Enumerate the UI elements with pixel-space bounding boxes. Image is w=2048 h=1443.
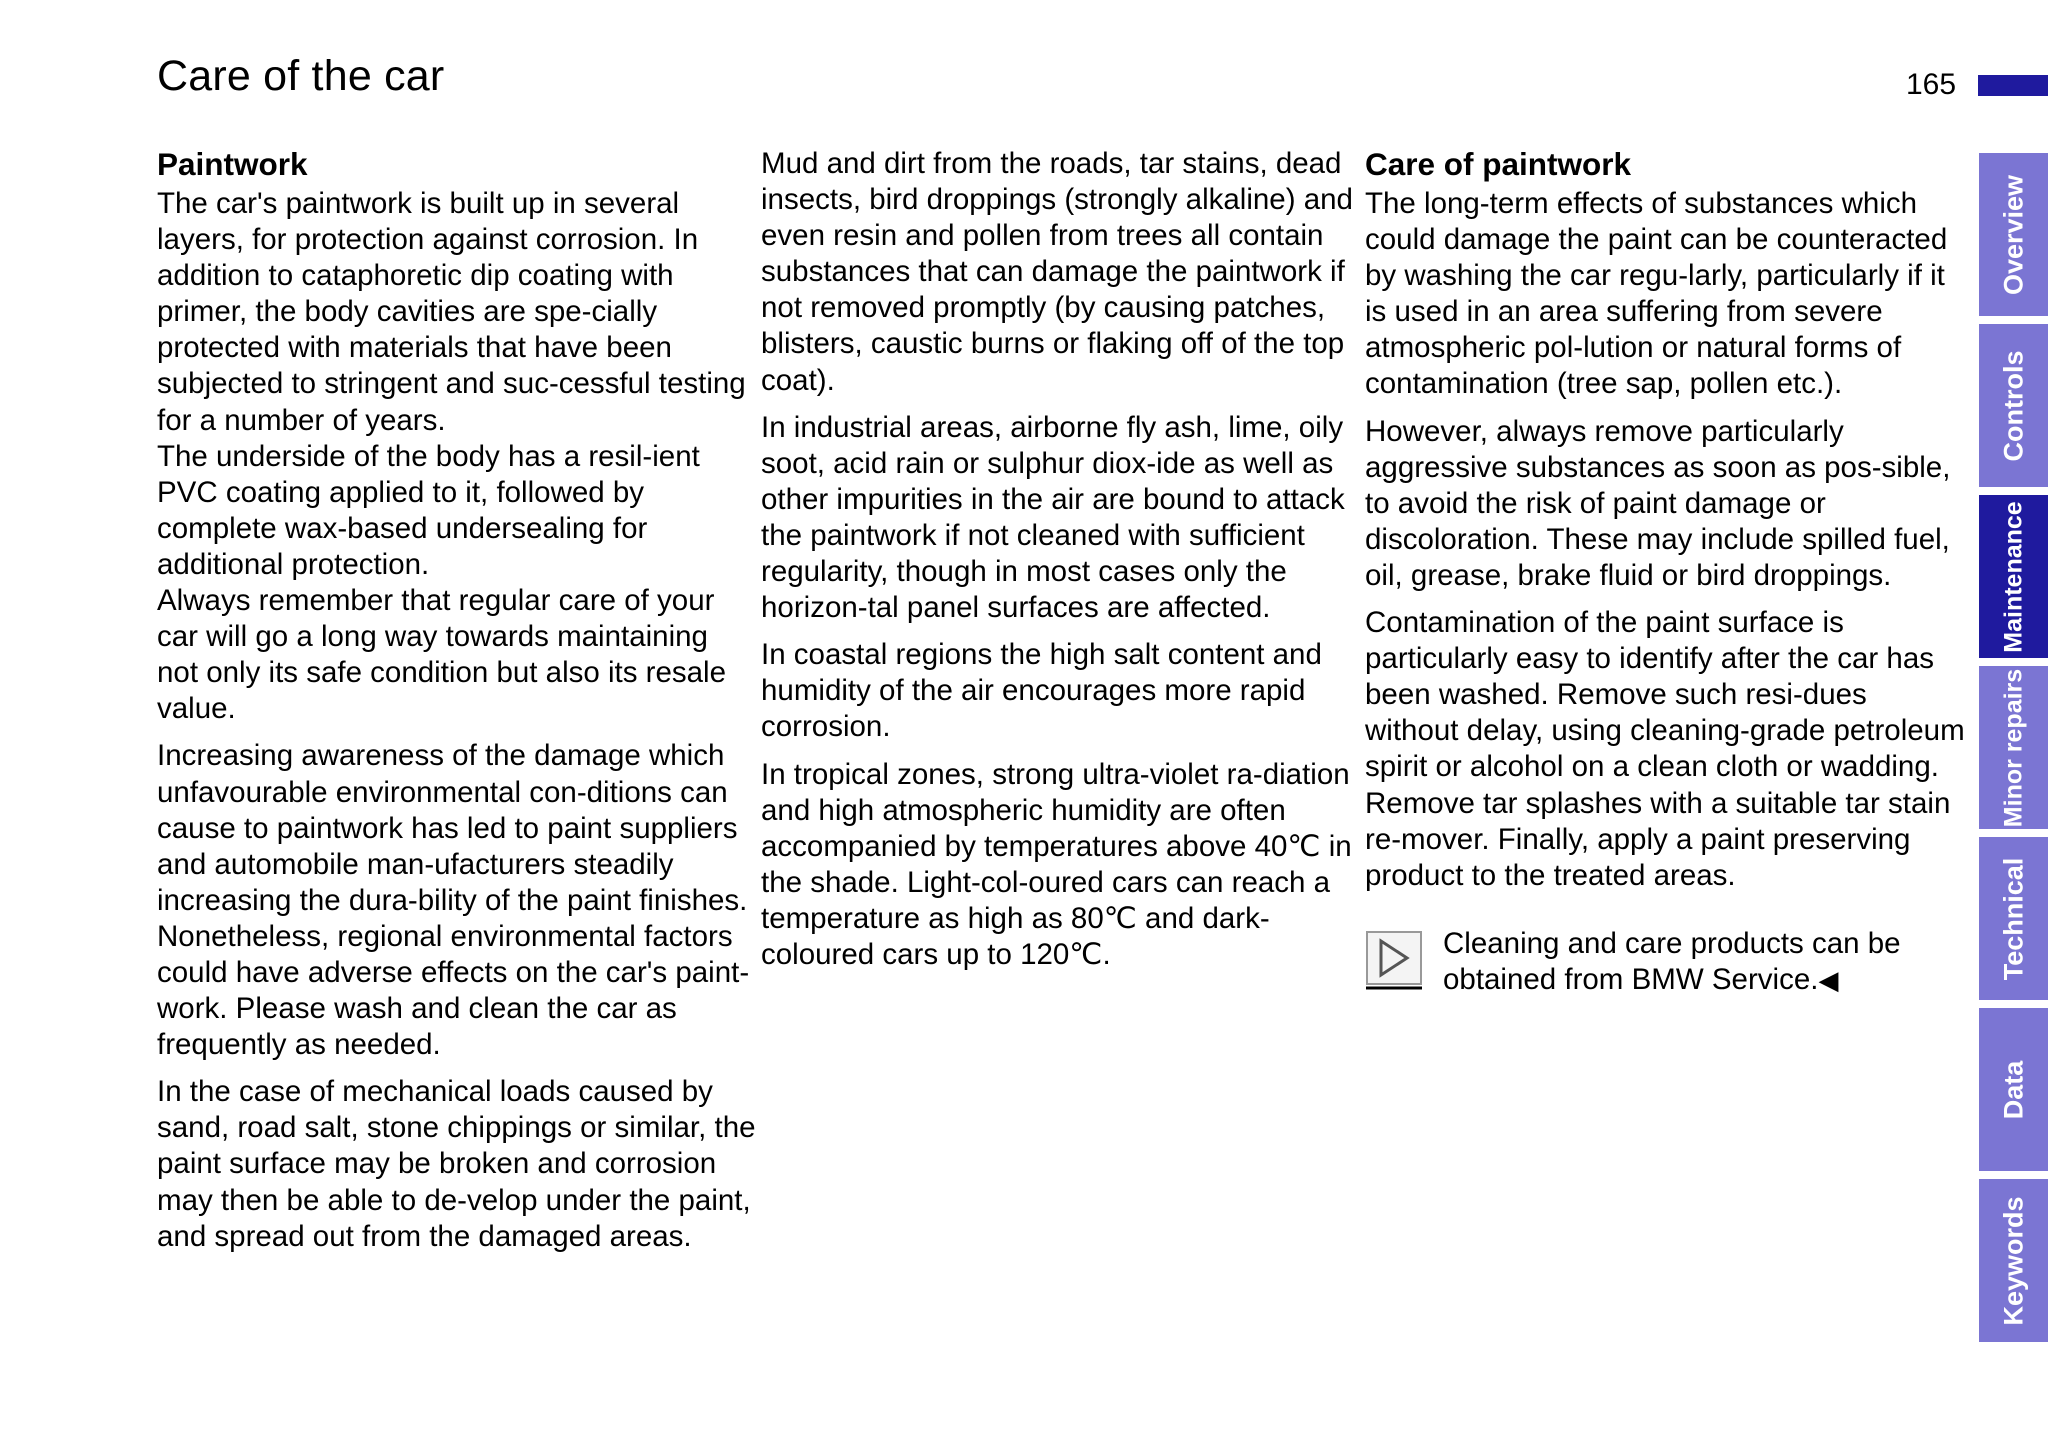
paragraph: Always remember that regular care of your car will go a long way towards maintaining not only its safe condition but also its resale value.: [157, 584, 727, 726]
page-number: 165: [1906, 68, 1957, 101]
tab-overview[interactable]: [1979, 153, 2048, 316]
paragraph: In the case of mechanical loads caused by sand, road salt, stone chippings or similar, the paint surface may be broken and corrosion may then be able to de-velop under the paint, and spread out from the damaged areas.: [157, 1075, 756, 1253]
tab-keywords[interactable]: [1979, 1179, 2048, 1342]
tab-label: Minor repairs: [1999, 668, 2027, 827]
tab-controls[interactable]: [1979, 324, 2048, 487]
tab-label: Maintenance: [1999, 500, 2027, 653]
note-label: Cleaning and care products can be obtained from BMW Service.: [1443, 926, 1901, 996]
section-heading-care-of-paintwork: Care of paintwork: [1365, 146, 1632, 182]
paragraph: Increasing awareness of the damage which unfavourable environmental con-ditions can cause to paintwork has led to paint suppliers and automobile man-ufacturers steadily increasing the dura-bility of the paint finishes. Nonetheless, regional environmental factors could have adverse effects on the car's paint-work. Please wash and clean the car as frequently as needed.: [157, 739, 750, 1062]
tab-data[interactable]: [1979, 1008, 2048, 1171]
tab-maintenance[interactable]: [1979, 495, 2048, 658]
tab-label: Keywords: [1998, 1195, 2028, 1326]
paragraph: The long-term effects of substances which could damage the paint can be counteracted by washing the car regu-larly, particularly if it is used in an area suffering from severe atmospheric pol-lution or natural forms of contamination (tree sap, pollen etc.).: [1365, 187, 1948, 401]
tab-technical[interactable]: [1979, 837, 2048, 1000]
column-paintwork: [157, 146, 757, 1266]
paragraph: However, always remove particularly aggressive substances as soon as pos-sible, to avoid the risk of paint damage or discoloration. These may include spilled fuel, oil, grease, brake fluid or bird droppings.: [1365, 414, 1951, 592]
column-care-of-paintwork: [1365, 146, 1965, 998]
note-text: [1443, 926, 1965, 998]
page-title: Care of the car: [157, 52, 445, 100]
tab-label: Technical: [1998, 857, 2028, 980]
page-marker-bar: [1978, 75, 2048, 96]
paragraph: In coastal regions the high salt content and humidity of the air encourages more rapid corrosion.: [761, 638, 1322, 744]
end-triangle-icon: ◀: [1818, 964, 1839, 995]
paragraph: The underside of the body has a resil-ient PVC coating applied to it, followed by complete wax-based undersealing for additional protection.: [157, 439, 700, 581]
section-heading-paintwork: Paintwork: [157, 146, 308, 182]
note-arrow-icon: [1365, 930, 1423, 990]
column-environment: [761, 146, 1361, 984]
paragraph: In tropical zones, strong ultra-violet ra-diation and high atmospheric humidity are often accompanied by temperatures above 40℃ in the shade. Light-col-oured cars can reach a temperature as high as 80℃ and dark-coloured cars up to 120℃.: [761, 757, 1352, 971]
paragraph: In industrial areas, airborne fly ash, lime, oily soot, acid rain or sulphur diox-ide as well as other impurities in the air are bound to attack the paintwork if not cleaned with sufficient regularity, though in most cases only the horizon-tal panel surfaces are affected.: [761, 410, 1345, 625]
tab-minor-repairs[interactable]: [1979, 666, 2048, 829]
tab-label: Overview: [1998, 174, 2028, 295]
tab-label: Data: [1998, 1060, 2028, 1119]
note-box: [1365, 926, 1965, 998]
paragraph: Contamination of the paint surface is particularly easy to identify after the car has been washed. Remove such resi-dues without delay, using cleaning-grade petroleum spirit or alcohol on a clean cloth or wadding. Remove tar splashes with a suitable tar stain re-mover. Finally, apply a paint preserving product to the treated areas.: [1365, 606, 1965, 892]
paragraph: The car's paintwork is built up in several layers, for protection against corrosion. In addition to cataphoretic dip coating with primer, the body cavities are spe-cially protected with materials that have been subjected to stringent and suc-cessful testing for a number of years.: [157, 187, 746, 437]
paragraph: Mud and dirt from the roads, tar stains, dead insects, bird droppings (strongly alkaline) and even resin and pollen from trees all contain substances that can damage the paintwork if not removed promptly (by causing patches, blisters, caustic burns or flaking off of the top coat).: [761, 147, 1353, 397]
tab-label: Controls: [1998, 350, 2028, 461]
